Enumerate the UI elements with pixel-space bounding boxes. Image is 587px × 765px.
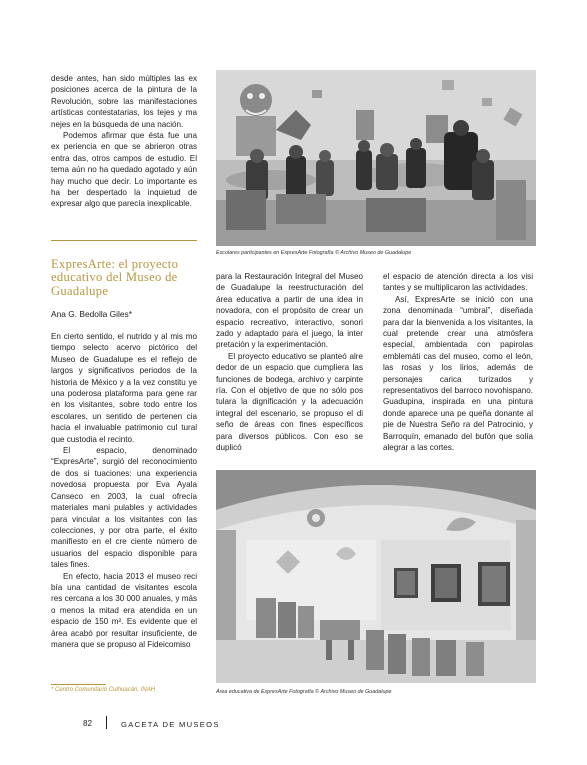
article-paragraph: Así, ExpresArte se inició con una zona denominada “umbral”, diseñada para dar la bienvenida a los visitantes, la cual pretende crear una atmósfera especial, ambientada con papirolas emblemáti cas del museo, como el león, las rosas y los lirios, además de personajes carica turizados y representativos del barroco novohispano. Guadupina, inspirada en una pintura donde aparece una pe queña donante al pie de Nuestra Seño ra del Patrocinio, y Barroquín, emanado del bufón que solía alegrar a las cortes. (383, 294, 533, 453)
article-paragraph: el espacio de atención directa a los visi tantes y se multiplicaron las actividades. (383, 272, 533, 293)
intro-paragraph: desde antes, han sido múltiples las ex posiciones acerca de la pintura de la Revolución, sobre las manifestaciones artísticas contestatarias, los tejes y ma nejes en la búsqueda de una nación. (51, 74, 197, 129)
children-workshop-image (216, 70, 536, 246)
article-paragraph: El espacio, denominado “ExpresArte”, surgió del reconocimiento de dos si tuaciones: una experiencia novedosa propuesta por Eva Ayala Canseco en 2003, la cual ofrecía materiales mani pulables y actividades para vincular a los visitantes con las colecciones, y por otra parte, el éxito manifiesto en el cre ciente número de usuarios del espacio disponible para tales fines. (51, 446, 197, 570)
bottom-photo-caption: Área educativa de ExpresArte Fotografía © Archivo Museo de Guadalupe (216, 689, 392, 695)
page-number: 82 (83, 719, 93, 728)
folio-divider (106, 716, 107, 729)
educational-area-image (216, 470, 536, 683)
article-paragraph: El proyecto educativo se planteó alre dedor de un espacio que cumpliera las funciones de bodega, archivo y carpinte ría. Con el objetivo de que no sólo pos tulara la dignificación y la adecuación integral del escenario, se propuso el di seño de áreas con fines específicos para diversos públicos. Con eso se duplicó (216, 351, 363, 453)
article-column-1 (51, 331, 197, 650)
magazine-title: GACETA DE MUSEOS (121, 720, 220, 729)
article-paragraph: En efecto, hacia 2013 el museo reci bía una cantidad de visitantes escola res cercana a los 30 000 anuales, y más o menos la mitad era atendida en un espacio de 150 m². Es evidente que el área acabó por resultar insuficiente, de manera que se propuso al Fideicomiso (51, 571, 197, 649)
article-paragraph: para la Restauración Integral del Museo de Guadalupe la reestructuración del área educativa a partir de una idea in novadora, con el propósito de crear un espacio recreativo, interactivo, sonori zado y adaptado para el juego, la inter pretación y la experimentación. (216, 272, 363, 350)
article-column-2 (216, 271, 363, 454)
top-photo-caption: Escolares participantes en ExpresArte Fotografía © Archivo Museo de Guadalupe (216, 250, 412, 256)
article-column-3 (383, 271, 533, 454)
article-author: Ana G. Bedolla Giles* (51, 309, 133, 319)
intro-paragraph: Podemos afirmar que ésta fue una ex periencia en que se abrieron otras entra das, otros campos de estudio. El tema aún no ha quedado agotado y aún hay mucho que decir. Lo importante es ha ber despertado la inquietud de expresar algo que parecía inexplicable. (51, 131, 197, 209)
intro-text (51, 73, 197, 210)
article-title: ExpresArte: el proyecto educativo del Museo de Guadalupe (51, 257, 179, 298)
article-paragraph: En cierto sentido, el nutrido y al mis mo tiempo selecto acervo pictórico del Museo de Guadalupe es el reflejo de largos y significativos periodos de la historia de México y a la vez constitu ye una poderosa plataforma para gene rar en los visitantes, sobre todo entre los escolares, un sentido de pertenen cia hacia el invaluable patrimonio cul tural que custodia el recinto. (51, 332, 197, 444)
author-footnote (51, 687, 155, 693)
footnote-text: Centro Comunitario Culhuacán, INAH (55, 687, 156, 693)
section-divider (51, 240, 197, 241)
footnote-divider (51, 684, 106, 685)
photo-children-workshop (216, 70, 536, 246)
footnote-marker: * (51, 687, 54, 693)
photo-educational-area (216, 470, 536, 683)
